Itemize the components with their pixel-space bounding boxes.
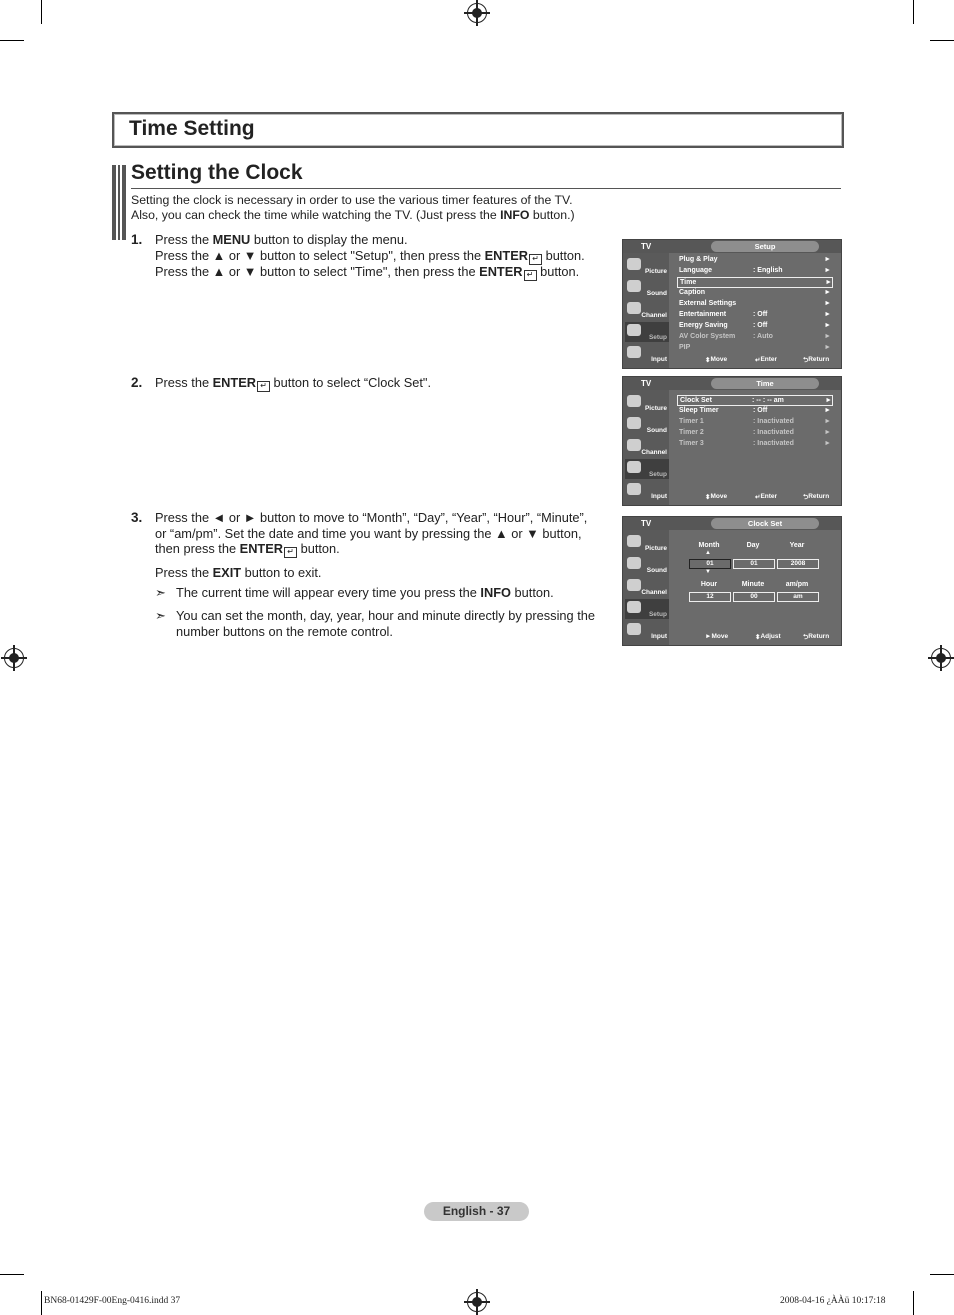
ampm-field[interactable]: am bbox=[777, 592, 819, 602]
arrow-down-icon: ▼ bbox=[705, 569, 711, 575]
sound-icon bbox=[627, 557, 641, 569]
tv-footer: ► Move ⬍ Adjust ⮌ Return bbox=[705, 633, 830, 641]
menu-row: Caption ► bbox=[679, 289, 831, 296]
enter-icon: ↵ bbox=[524, 270, 537, 281]
step-number: 2. bbox=[131, 375, 143, 390]
input-icon bbox=[627, 346, 641, 358]
day-field[interactable]: 01 bbox=[733, 559, 775, 569]
menu-row: Entertainment : Off ► bbox=[679, 311, 831, 318]
tv-sidebar: Picture Sound Channel Setup Input bbox=[623, 390, 669, 505]
menu-row: Timer 2 : Inactivated ► bbox=[679, 429, 831, 436]
registration-mark-icon bbox=[4, 648, 24, 668]
picture-icon bbox=[627, 258, 641, 270]
intro-paragraph bbox=[131, 193, 611, 222]
year-field[interactable]: 2008 bbox=[777, 559, 819, 569]
tv-sidebar: Picture Sound Channel Setup Input bbox=[623, 253, 669, 368]
heading-rule bbox=[131, 188, 841, 189]
menu-row: Energy Saving : Off ► bbox=[679, 322, 831, 329]
section-title-box bbox=[112, 112, 844, 148]
tv-label: TV bbox=[641, 519, 652, 528]
step-number: 1. bbox=[131, 232, 143, 247]
sound-icon bbox=[627, 417, 641, 429]
screen-title: Time bbox=[711, 378, 819, 389]
setup-icon bbox=[627, 601, 641, 613]
screen-title: Setup bbox=[711, 241, 819, 252]
tv-footer: ⬍ Move ↵ Enter ⮌ Return bbox=[705, 493, 830, 501]
menu-row: Language : English ► bbox=[679, 267, 831, 274]
tv-screen-time bbox=[622, 376, 842, 506]
channel-icon bbox=[627, 579, 641, 591]
step-3-text: Press the ◄ or ► button to move to “Month”, “Day”, “Year”, “Hour”, “Minute”, or “am/pm”. Set the date and time you want by pressing the ▲ or ▼ button, then press the ENTER ↵ button. Press the EXIT button to exit. bbox=[155, 510, 588, 580]
step-1-text: Press the MENU button to display the menu. Press the ▲ or ▼ button to select "Setup", then press the ENTER ↵ button. Press the ▲ or ▼ button to select "Time", then press the ENTER ↵ button. bbox=[155, 232, 585, 279]
registration-mark-icon bbox=[931, 648, 951, 668]
clock-label: Hour bbox=[700, 581, 718, 588]
clock-label: Day bbox=[746, 542, 760, 549]
crop-mark bbox=[41, 1291, 42, 1315]
menu-row: External Settings ► bbox=[679, 300, 831, 307]
tv-screen-clock-set bbox=[622, 516, 842, 646]
clock-label: am/pm bbox=[785, 581, 809, 588]
note-2: You can set the month, day, year, hour and minute directly by pressing the number buttons on the remote control. bbox=[176, 608, 595, 639]
menu-row-selected: Time ► bbox=[677, 277, 833, 288]
clock-label: Minute bbox=[741, 581, 765, 588]
arrow-up-icon: ▲ bbox=[705, 550, 711, 556]
note-arrow-icon: ➣ bbox=[155, 608, 166, 623]
step-number: 3. bbox=[131, 510, 143, 525]
side-bars bbox=[112, 165, 126, 240]
enter-icon: ↵ bbox=[257, 381, 270, 392]
crop-mark bbox=[913, 1291, 914, 1315]
menu-row: Plug & Play ► bbox=[679, 256, 831, 263]
menu-row: AV Color System : Auto ► bbox=[679, 333, 831, 340]
enter-icon: ↵ bbox=[529, 254, 542, 265]
menu-row-selected: Clock Set : -- : -- am ► bbox=[677, 395, 833, 406]
registration-mark-icon bbox=[467, 1292, 487, 1312]
registration-mark-icon bbox=[467, 3, 487, 23]
crop-mark bbox=[930, 1274, 954, 1275]
crop-mark bbox=[41, 0, 42, 24]
crop-mark bbox=[0, 40, 24, 41]
tv-footer: ⬍ Move ↵ Enter ⮌ Return bbox=[705, 356, 830, 364]
menu-row: PIP ► bbox=[679, 344, 831, 351]
tv-sidebar: Picture Sound Channel Setup Input bbox=[623, 530, 669, 645]
sound-icon bbox=[627, 280, 641, 292]
picture-icon bbox=[627, 395, 641, 407]
minute-field[interactable]: 00 bbox=[733, 592, 775, 602]
tv-label: TV bbox=[641, 242, 652, 251]
menu-row: Timer 3 : Inactivated ► bbox=[679, 440, 831, 447]
screen-title: Clock Set bbox=[711, 518, 819, 529]
menu-row: Timer 1 : Inactivated ► bbox=[679, 418, 831, 425]
input-icon bbox=[627, 623, 641, 635]
input-icon bbox=[627, 483, 641, 495]
picture-icon bbox=[627, 535, 641, 547]
setup-icon bbox=[627, 461, 641, 473]
clock-label: Month bbox=[698, 542, 720, 549]
channel-icon bbox=[627, 439, 641, 451]
menu-row: Sleep Timer : Off ► bbox=[679, 407, 831, 414]
channel-icon bbox=[627, 302, 641, 314]
note-arrow-icon: ➣ bbox=[155, 585, 166, 600]
section-title: Time Setting bbox=[129, 117, 255, 140]
crop-mark bbox=[0, 1274, 24, 1275]
note-1: The current time will appear every time you press the INFO button. bbox=[176, 585, 554, 600]
tv-label: TV bbox=[641, 379, 652, 388]
enter-icon: ↵ bbox=[284, 547, 297, 558]
tv-screen-setup bbox=[622, 239, 842, 369]
crop-mark bbox=[913, 0, 914, 24]
step-2-text: Press the ENTER ↵ button to select “Clock Set". bbox=[155, 375, 432, 390]
clock-label: Year bbox=[789, 542, 805, 549]
setup-icon bbox=[627, 324, 641, 336]
intro-line-2: Also, you can check the time while watching the TV. (Just press the INFO button.) bbox=[131, 207, 575, 222]
page-number: English - 37 bbox=[424, 1202, 529, 1221]
footer-file-info: BN68-01429F-00Eng-0416.indd 37 bbox=[44, 1296, 181, 1306]
hour-field[interactable]: 12 bbox=[689, 592, 731, 602]
intro-line-1: Setting the clock is necessary in order to use the various timer features of the TV. bbox=[131, 193, 573, 207]
month-field[interactable]: 01 bbox=[689, 559, 731, 569]
page-heading: Setting the Clock bbox=[131, 161, 303, 184]
footer-timestamp: 2008-04-16 ¿ÀÀü 10:17:18 bbox=[780, 1296, 886, 1306]
crop-mark bbox=[930, 40, 954, 41]
